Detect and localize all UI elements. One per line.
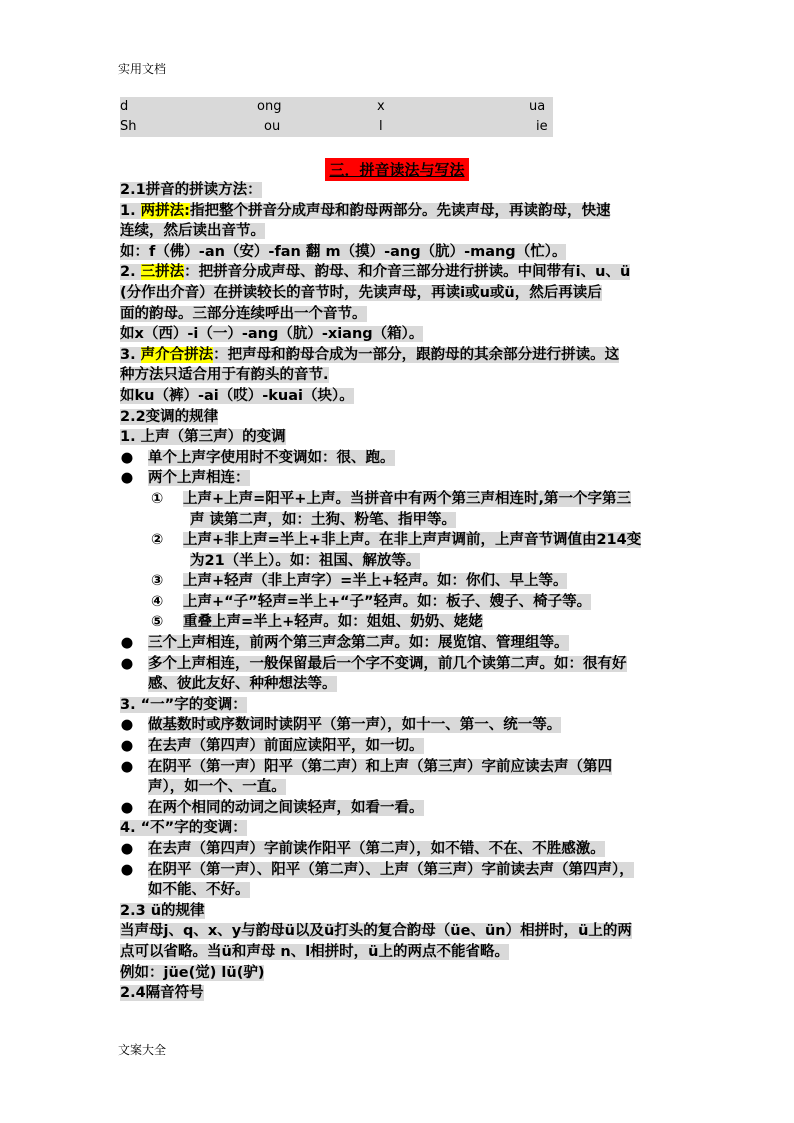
bullet-item: 两个上声相连： <box>148 470 250 487</box>
method-1-text: 指把整个拼音分成声母和韵母两部分。先读声母，再读韵母，快速 <box>189 202 611 219</box>
bullet-item: 在阴平（第一声）、阳平（第二声）、上声（第三声）字前读去声（第四声）， <box>148 861 634 878</box>
circled-number: ⑤ <box>151 614 164 631</box>
document-body <box>120 180 676 1004</box>
bullet-item: 三个上声相连，前两个第三声念第二声。如：展览馆、管理组等。 <box>148 635 569 652</box>
heading-2-2: 2.2变调的规律 <box>120 408 219 425</box>
pinyin-cell: d <box>120 99 129 114</box>
numbered-item: 上声+上声=阳平+上声。当拼音中有两个第三声相连时,第一个字第三 <box>183 490 631 507</box>
method-3-number: 3. <box>120 346 141 363</box>
subheading-bu: 4. “不”字的变调： <box>120 820 247 837</box>
bullet-item: 在两个相同的动词之间读轻声，如看一看。 <box>148 799 424 816</box>
bullet-item-cont: 如不能、不好。 <box>148 882 250 899</box>
circled-number: ④ <box>151 593 164 610</box>
bullet-icon: ● <box>120 758 134 775</box>
bullet-item: 在阴平（第一声）阳平（第二声）和上声（第三声）字前应读去声（第四 <box>148 758 612 775</box>
method-3-example: 如ku（裤）-ai（哎）-kuai（块）。 <box>120 387 354 404</box>
bullet-icon: ● <box>120 717 134 734</box>
subheading-yi: 3. “一”字的变调： <box>120 696 247 713</box>
circled-number: ② <box>151 532 164 549</box>
heading-2-3: 2.3 ü的规律 <box>120 902 205 919</box>
pinyin-row-1 <box>120 97 553 117</box>
bullet-icon: ● <box>120 799 134 816</box>
circled-number: ③ <box>151 573 164 590</box>
pinyin-cell: ou <box>264 119 281 134</box>
method-2-text-cont: (分作出介音）在拼读较长的音节时，先读声母，再读i或u或ü，然后再读后 <box>120 284 602 301</box>
bullet-icon: ● <box>120 470 134 487</box>
pinyin-cell: ong <box>257 99 282 114</box>
bullet-icon: ● <box>120 655 134 672</box>
section-title: 三．拼音读法与写法 <box>325 158 468 181</box>
numbered-item-cont: 为21（半上）。如：祖国、解放等。 <box>190 552 421 569</box>
numbered-item: 上声+非上声=半上+非上声。在非上声声调前，上声音节调值由214变 <box>183 532 642 549</box>
method-2-term: 三拼法 <box>140 264 185 281</box>
method-3-term: 声介合拼法 <box>140 346 214 363</box>
bullet-item: 在去声（第四声）前面应读阳平，如一切。 <box>148 738 424 755</box>
page-header: 实用文档 <box>118 62 167 76</box>
bullet-icon: ● <box>120 841 134 857</box>
bullet-item-cont: 感、彼此友好、种种想法等。 <box>148 676 337 693</box>
bullet-item: 多个上声相连，一般保留最后一个字不变调，前几个读第二声。如：很有好 <box>148 655 627 672</box>
bullet-item: 做基数时或序数词时读阴平（第一声），如十一、第一、统一等。 <box>148 717 562 734</box>
section-title-wrap <box>0 158 794 181</box>
bullet-icon: ● <box>120 861 134 878</box>
method-1-example: 如：f（佛）-an（安）-fan 翻 m（摸）-ang（肮）-mang（忙）。 <box>120 243 567 260</box>
method-2-text: ：把拼音分成声母、韵母、和介音三部分进行拼读。中间带有i、u、ü <box>184 264 631 281</box>
method-2-number: 2. <box>120 264 141 281</box>
numbered-item: 上声+“子”轻声=半上+“子”轻声。如：板子、嫂子、椅子等。 <box>183 593 592 610</box>
numbered-item: 重叠上声=半上+轻声。如：姐姐、奶奶、姥姥 <box>183 614 483 631</box>
method-1-text-cont: 连续，然后读出音节。 <box>120 223 265 240</box>
pinyin-cell: ie <box>536 119 548 134</box>
bullet-icon: ● <box>120 449 134 466</box>
pinyin-cell: Sh <box>120 119 137 134</box>
pinyin-row-2 <box>120 117 553 137</box>
circled-number: ① <box>151 490 164 507</box>
method-3-text-cont: 种方法只适合用于有韵头的音节. <box>120 367 329 384</box>
method-1-term: 两拼法: <box>140 202 190 219</box>
bullet-item: 单个上声字使用时不变调如：很、跑。 <box>148 449 395 466</box>
paragraph: 当声母j、q、x、y与韵母ü以及ü打头的复合韵母（üe、ün）相拼时，ü上的两 <box>120 923 632 940</box>
method-3-text: ：把声母和韵母合成为一部分，跟韵母的其余部分进行拼读。这 <box>213 346 620 363</box>
method-2-text-cont: 面的韵母。三部分连续呼出一个音节。 <box>120 305 367 322</box>
heading-2-4: 2.4隔音符号 <box>120 985 204 1002</box>
bullet-icon: ● <box>120 635 134 652</box>
method-1-number: 1. <box>120 202 141 219</box>
method-2-example: 如x（西）-i（一）-ang（肮）-xiang（箱）。 <box>120 326 424 343</box>
pinyin-cell: l <box>379 119 383 134</box>
bullet-icon: ● <box>120 738 134 755</box>
pinyin-cell: x <box>377 99 385 114</box>
bullet-item: 在去声（第四声）字前读作阳平（第二声），如不错、不在、不胜感激。 <box>148 841 605 857</box>
numbered-item-cont: 声 读第二声，如：土狗、粉笔、指甲等。 <box>190 511 457 528</box>
pinyin-cell: ua <box>529 99 546 114</box>
paragraph-cont: 点可以省略。当ü和声母 n、l相拼时，ü上的两点不能省略。 <box>120 943 509 960</box>
subheading-third-tone: 1. 上声（第三声）的变调 <box>120 429 286 446</box>
example: 例如：jüe(觉) lü(驴) <box>120 964 265 981</box>
heading-2-1: 2.1拼音的拼读方法： <box>120 182 262 198</box>
pinyin-table <box>120 97 553 137</box>
page-footer: 文案大全 <box>118 1043 167 1057</box>
bullet-item-cont: 声），如一个、一直。 <box>148 779 286 796</box>
numbered-item: 上声+轻声（非上声字）=半上+轻声。如：你们、早上等。 <box>183 573 568 590</box>
